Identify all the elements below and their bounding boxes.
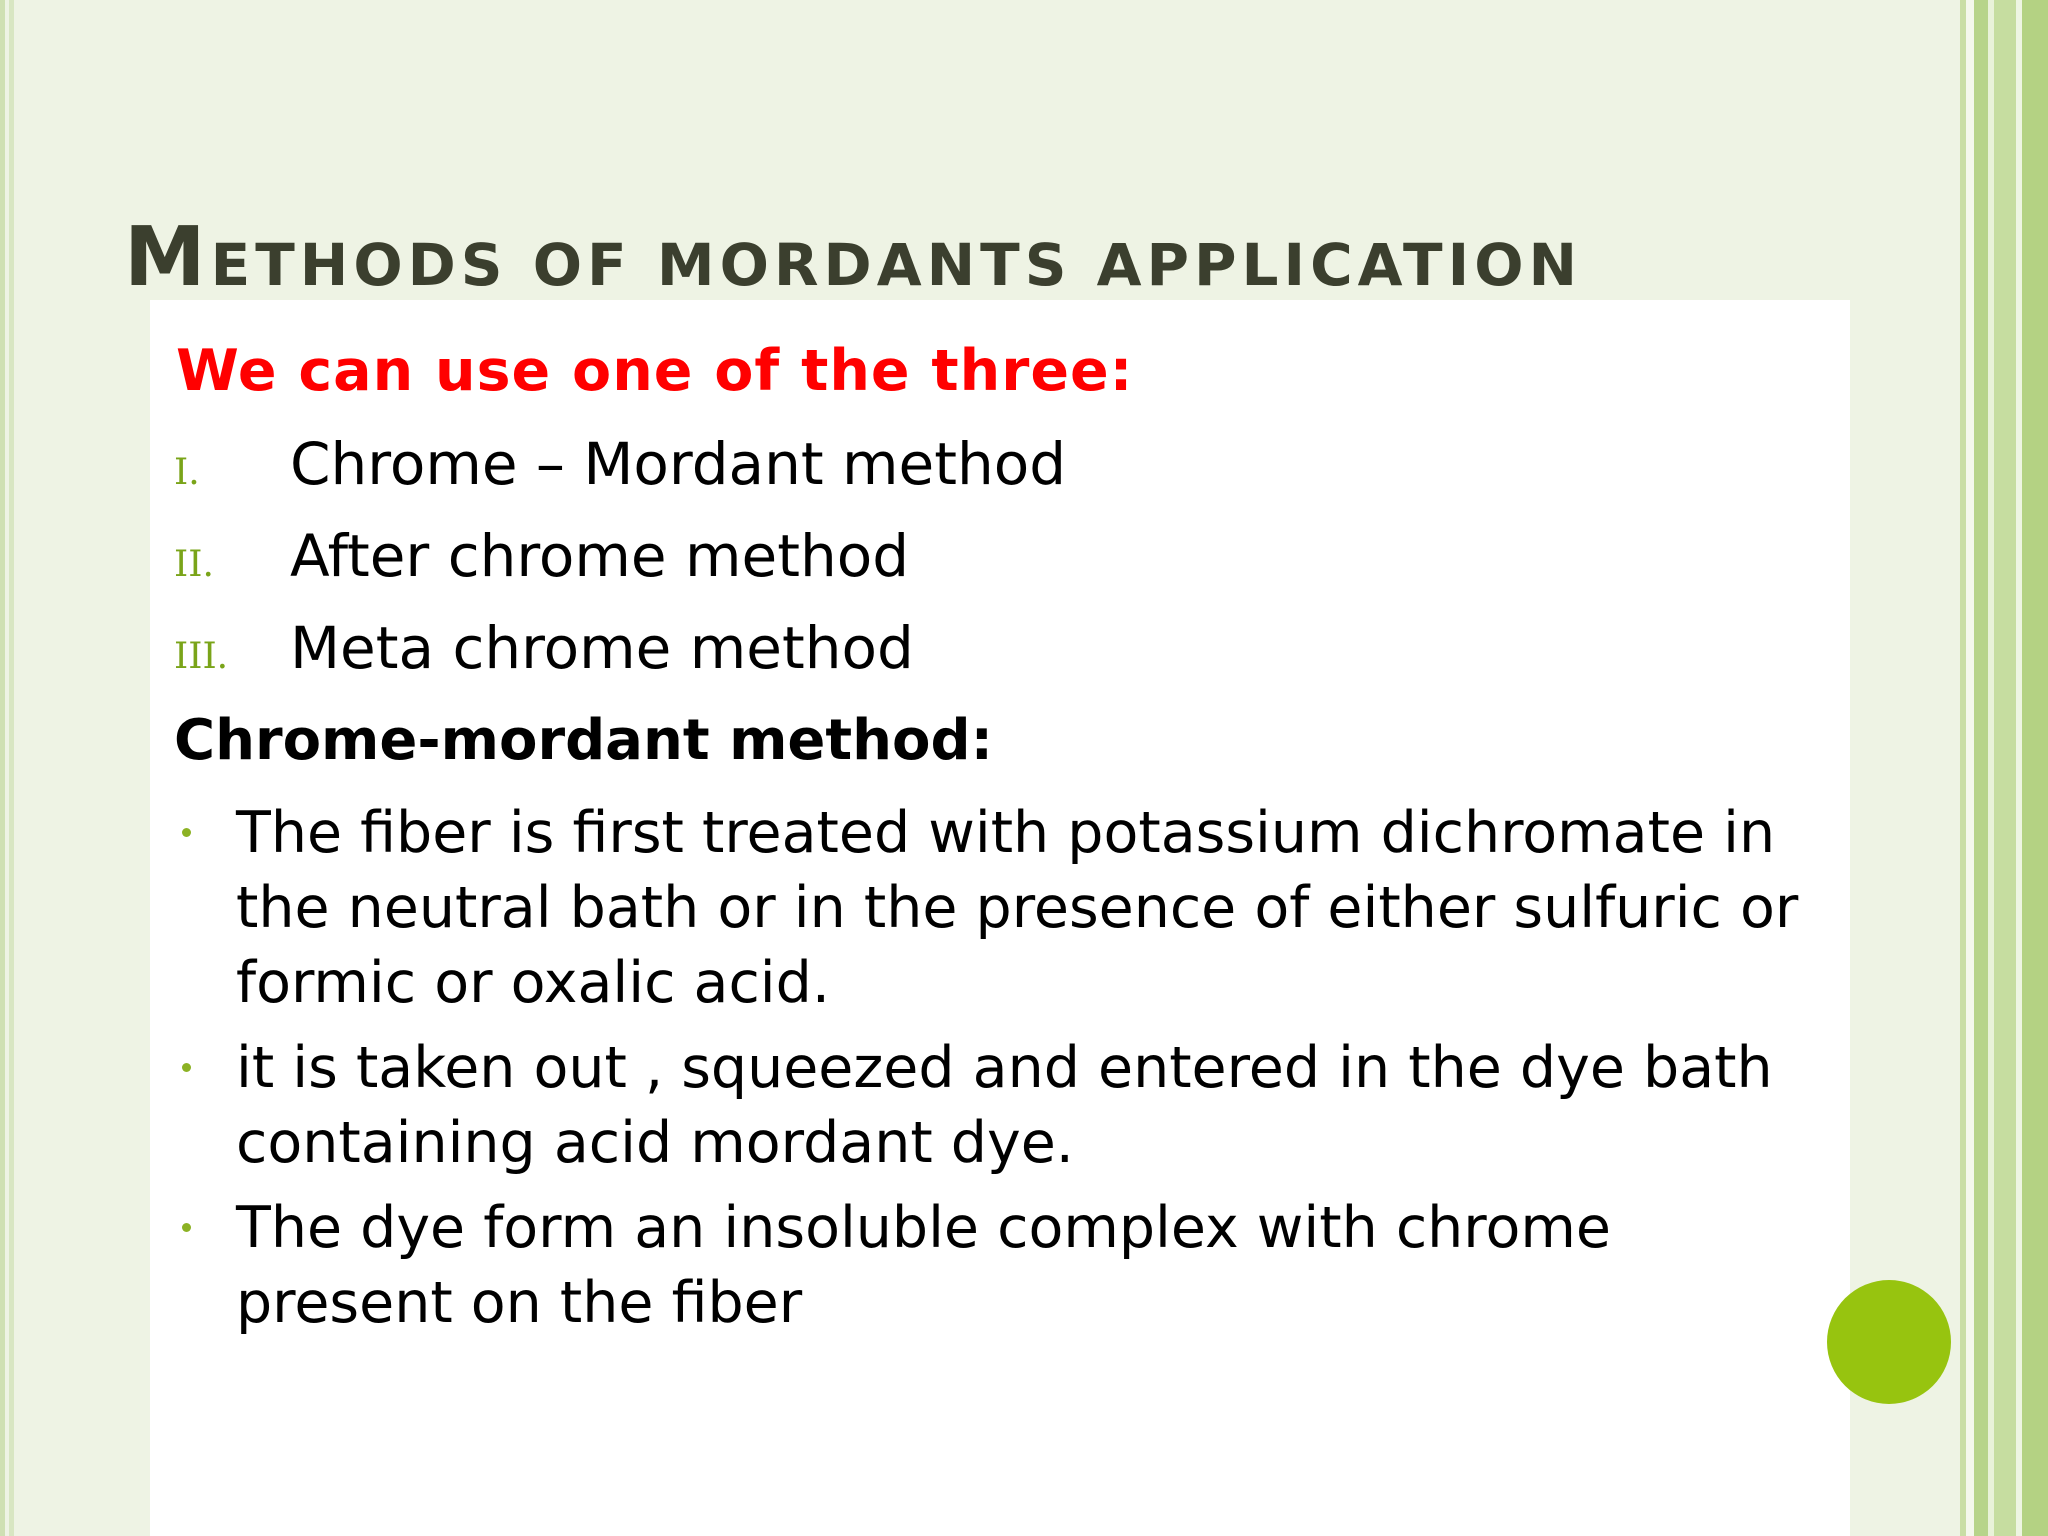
method-numeral: II. (174, 544, 214, 585)
stripe (1994, 0, 2016, 1536)
method-numeral: I. (174, 452, 200, 493)
left-border-stripe-inner (9, 0, 14, 1536)
bullet-item (174, 1191, 1834, 1341)
bullet-item (174, 1031, 1834, 1181)
stripe (1974, 0, 1988, 1536)
bullet-text: The dye form an insoluble complex with chrome present on the fiber (236, 1195, 1611, 1336)
left-border-stripe (0, 0, 5, 1536)
bullet-list (174, 796, 1834, 1351)
method-label: Chrome – Mordant method (290, 430, 1067, 498)
bullet-dot-icon (182, 1223, 191, 1232)
right-decorative-stripes (1960, 0, 2048, 1536)
stripe (2022, 0, 2048, 1536)
method-label: After chrome method (290, 522, 910, 590)
intro-text: We can use one of the three: (176, 338, 1134, 404)
bullet-text: The fiber is first treated with potassium dichromate in the neutral bath or in the presence of either sulfuric or formic or oxalic acid. (236, 800, 1799, 1016)
slide-title (124, 210, 1582, 305)
method-numeral: III. (174, 636, 229, 677)
accent-circle (1827, 1280, 1951, 1404)
bullet-dot-icon (182, 828, 191, 837)
bullet-dot-icon (182, 1063, 191, 1072)
bullet-item (174, 796, 1834, 1021)
section-heading: Chrome-mordant method: (174, 708, 993, 773)
stripe (1966, 0, 1974, 1536)
bullet-text: it is taken out , squeezed and entered in the dye bath containing acid mordant dye. (236, 1035, 1773, 1176)
slide-title-rest: ETHODS OF MORDANTS APPLICATION (210, 231, 1583, 299)
slide-title-initial: M (124, 210, 211, 305)
method-label: Meta chrome method (290, 614, 914, 682)
